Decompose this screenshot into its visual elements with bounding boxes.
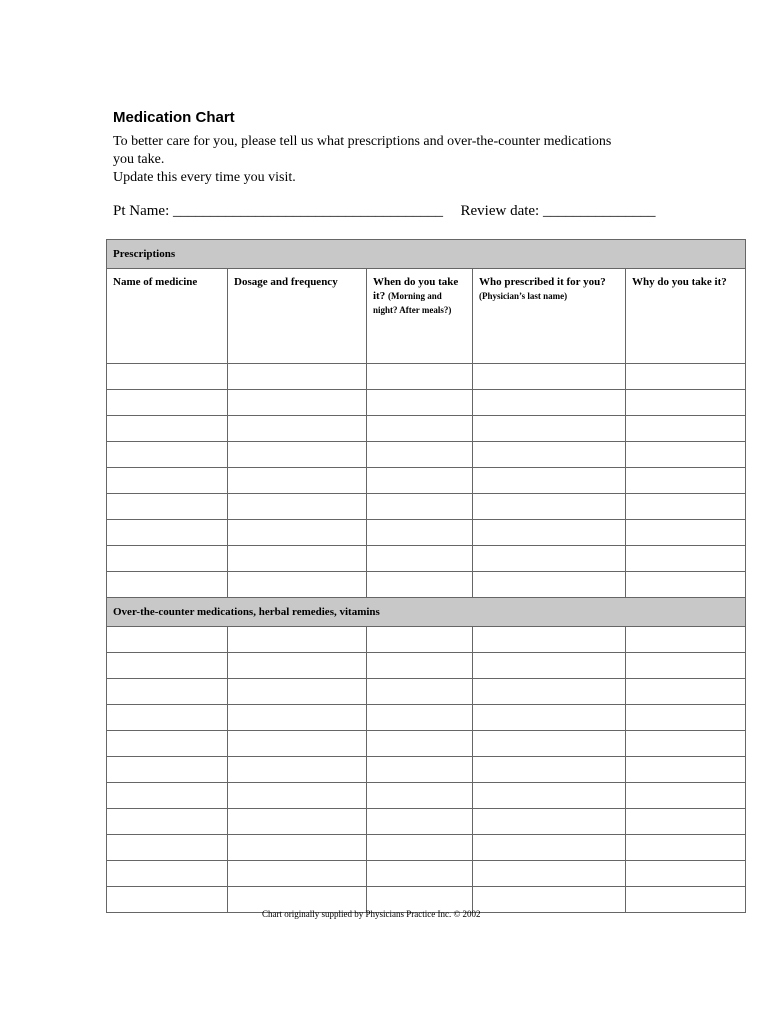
table-cell[interactable] — [473, 679, 626, 705]
table-cell[interactable] — [473, 468, 626, 494]
table-cell[interactable] — [473, 653, 626, 679]
table-cell[interactable] — [107, 494, 228, 520]
table-row — [107, 494, 746, 520]
intro-line: To better care for you, please tell us what prescriptions and over-the-counter medications — [113, 134, 612, 149]
table-cell[interactable] — [107, 572, 228, 598]
table-cell[interactable] — [367, 809, 473, 835]
medication-table — [106, 239, 746, 913]
table-cell[interactable] — [367, 835, 473, 861]
table-cell[interactable] — [367, 442, 473, 468]
table-row — [107, 731, 746, 757]
table-cell[interactable] — [367, 757, 473, 783]
section-heading: Prescriptions — [107, 240, 746, 269]
table-cell[interactable] — [228, 679, 367, 705]
table-cell[interactable] — [367, 679, 473, 705]
table-cell[interactable] — [228, 416, 367, 442]
pt-name-field[interactable]: ____________________________________ — [173, 203, 443, 219]
review-date-field[interactable]: _______________ — [542, 203, 656, 219]
table-cell[interactable] — [228, 835, 367, 861]
intro-line: Update this every time you visit. — [113, 170, 296, 185]
table-cell[interactable] — [228, 861, 367, 887]
table-cell[interactable] — [473, 442, 626, 468]
pt-name-label: Pt Name: — [113, 203, 170, 219]
table-row — [107, 757, 746, 783]
table-cell[interactable] — [367, 653, 473, 679]
intro-line: you take. — [113, 152, 165, 167]
column-header: Who prescribed it for you? (Physician’s last name) — [473, 269, 626, 364]
column-header: Name of medicine — [107, 269, 228, 364]
table-cell[interactable] — [228, 494, 367, 520]
table-row — [107, 783, 746, 809]
table-cell[interactable] — [107, 679, 228, 705]
table-row — [107, 442, 746, 468]
table-row — [107, 364, 746, 390]
table-cell[interactable] — [107, 783, 228, 809]
table-cell[interactable] — [107, 835, 228, 861]
table-cell[interactable] — [626, 809, 746, 835]
table-cell[interactable] — [626, 442, 746, 468]
table-cell[interactable] — [367, 783, 473, 809]
table-cell[interactable] — [473, 494, 626, 520]
table-row — [107, 705, 746, 731]
table-cell[interactable] — [473, 520, 626, 546]
table-cell[interactable] — [107, 731, 228, 757]
table-cell[interactable] — [626, 627, 746, 653]
table-cell[interactable] — [626, 705, 746, 731]
table-cell[interactable] — [228, 627, 367, 653]
table-cell[interactable] — [367, 705, 473, 731]
table-cell[interactable] — [626, 731, 746, 757]
table-cell[interactable] — [107, 653, 228, 679]
table-cell[interactable] — [473, 757, 626, 783]
table-cell[interactable] — [473, 416, 626, 442]
table-cell[interactable] — [473, 861, 626, 887]
table-cell[interactable] — [626, 572, 746, 598]
table-cell[interactable] — [228, 705, 367, 731]
table-cell[interactable] — [626, 679, 746, 705]
table-cell[interactable] — [107, 390, 228, 416]
column-header: Dosage and frequency — [228, 269, 367, 364]
table-cell[interactable] — [367, 468, 473, 494]
table-cell[interactable] — [367, 572, 473, 598]
table-cell[interactable] — [473, 546, 626, 572]
patient-fields — [113, 203, 655, 220]
table-row — [107, 572, 746, 598]
table-cell[interactable] — [626, 390, 746, 416]
table-row — [107, 468, 746, 494]
table-cell[interactable] — [367, 731, 473, 757]
table-row — [107, 861, 746, 887]
table-cell[interactable] — [626, 494, 746, 520]
table-cell[interactable] — [107, 809, 228, 835]
table-cell[interactable] — [473, 783, 626, 809]
table-cell[interactable] — [228, 757, 367, 783]
table-cell[interactable] — [626, 520, 746, 546]
table-cell[interactable] — [228, 653, 367, 679]
table-cell[interactable] — [228, 468, 367, 494]
table-cell[interactable] — [367, 494, 473, 520]
table-cell[interactable] — [367, 861, 473, 887]
table-cell[interactable] — [367, 520, 473, 546]
table-cell[interactable] — [626, 416, 746, 442]
table-cell[interactable] — [228, 572, 367, 598]
section-heading: Over-the-counter medications, herbal remedies, vitamins — [107, 598, 746, 627]
table-cell[interactable] — [228, 390, 367, 416]
table-cell[interactable] — [107, 861, 228, 887]
table-cell[interactable] — [473, 705, 626, 731]
table-cell[interactable] — [473, 731, 626, 757]
page-title: Medication Chart — [113, 109, 235, 126]
table-cell[interactable] — [473, 627, 626, 653]
table-cell[interactable] — [107, 546, 228, 572]
table-cell[interactable] — [473, 835, 626, 861]
table-row — [107, 390, 746, 416]
table-row — [107, 653, 746, 679]
table-cell[interactable] — [107, 416, 228, 442]
table-cell[interactable] — [107, 520, 228, 546]
review-date-label: Review date: — [460, 203, 540, 219]
footer-credit: Chart originally supplied by Physicians Practice Inc. © 2002 — [262, 909, 481, 919]
table-row — [107, 546, 746, 572]
table-cell[interactable] — [473, 809, 626, 835]
table-cell[interactable] — [107, 887, 228, 913]
table-cell[interactable] — [228, 809, 367, 835]
table-cell[interactable] — [367, 416, 473, 442]
table-row — [107, 679, 746, 705]
table-cell[interactable] — [107, 757, 228, 783]
prescriptions-section-header — [107, 240, 746, 269]
table-row — [107, 416, 746, 442]
table-cell[interactable] — [228, 731, 367, 757]
table-cell[interactable] — [107, 705, 228, 731]
table-cell[interactable] — [626, 783, 746, 809]
table-cell[interactable] — [107, 468, 228, 494]
table-cell[interactable] — [367, 546, 473, 572]
intro-text — [113, 133, 673, 187]
table-row — [107, 520, 746, 546]
column-header: When do you take it? (Morning and night? After meals?) — [367, 269, 473, 364]
table-cell[interactable] — [473, 364, 626, 390]
table-row — [107, 809, 746, 835]
table-cell[interactable] — [367, 627, 473, 653]
table-cell[interactable] — [107, 627, 228, 653]
table-cell[interactable] — [228, 442, 367, 468]
table-cell[interactable] — [626, 468, 746, 494]
table-cell[interactable] — [228, 364, 367, 390]
table-cell[interactable] — [107, 442, 228, 468]
otc-section-header — [107, 598, 746, 627]
table-cell[interactable] — [626, 887, 746, 913]
table-cell[interactable] — [367, 364, 473, 390]
table-cell[interactable] — [367, 390, 473, 416]
column-header-row — [107, 269, 746, 364]
table-cell[interactable] — [626, 653, 746, 679]
table-cell[interactable] — [473, 572, 626, 598]
table-cell[interactable] — [473, 887, 626, 913]
table-cell[interactable] — [228, 520, 367, 546]
table-cell[interactable] — [626, 835, 746, 861]
table-cell[interactable] — [626, 757, 746, 783]
table-row — [107, 627, 746, 653]
column-header: Why do you take it? — [626, 269, 746, 364]
table-row — [107, 835, 746, 861]
table-cell[interactable] — [626, 364, 746, 390]
table-cell[interactable] — [228, 783, 367, 809]
table-cell[interactable] — [626, 861, 746, 887]
table-cell[interactable] — [473, 390, 626, 416]
table-cell[interactable] — [107, 364, 228, 390]
table-cell[interactable] — [228, 546, 367, 572]
table-cell[interactable] — [626, 546, 746, 572]
